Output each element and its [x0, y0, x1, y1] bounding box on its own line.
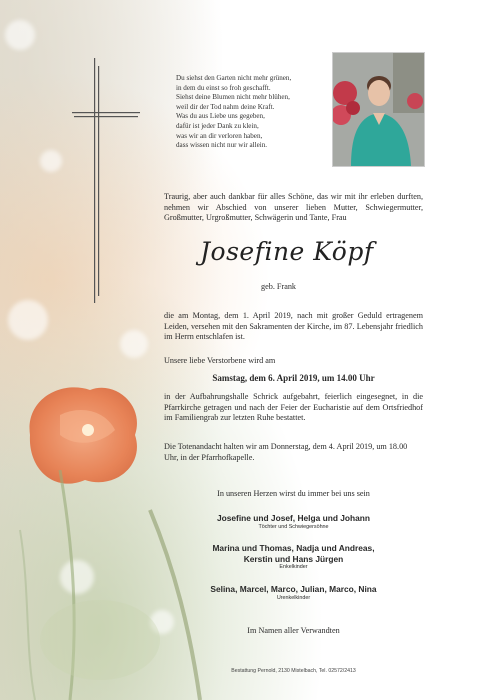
poem-text: [176, 74, 326, 151]
motto-text: In unseren Herzen wirst du immer bei uns sein: [217, 489, 370, 498]
poem-line: weil dir der Tod nahm deine Kraft.: [176, 102, 275, 111]
intro-text: Traurig, aber auch dankbar für alles Schöne, das wir mit ihr erleben durften, nehmen wir Abschied von unserer lieben Mutter, Schwiegermutter, Großmutter, Urgroßmutter, Schwägerin und Tante, Frau: [164, 192, 423, 223]
poem-line: Du siehst den Garten nicht mehr grünen,: [176, 74, 292, 82]
family-role: Töchter und Schwiegersöhne: [258, 523, 329, 530]
poem-line: dafür ist jeder Dank zu klein,: [176, 121, 259, 130]
portrait-photo: [332, 52, 425, 167]
closing-text: Im Namen aller Verwandten: [247, 626, 340, 635]
family-names: Josefine und Josef, Helga und Johann: [216, 513, 371, 523]
birth-name: geb. Frank: [261, 282, 297, 291]
family-group-great-grandchildren: [164, 584, 423, 602]
bokeh-light: [40, 150, 62, 172]
death-notice-text: die am Montag, dem 1. April 2019, nach mit großer Geduld ertragenem Leiden, versehen mit den Sakramenten der Kirche, im 87. Lebensjahr friedlich im Herrn entschlafen ist.: [164, 311, 423, 342]
poem-line: in dem du einst so froh geschafft.: [176, 83, 271, 92]
poem-line: Siehst deine Blumen nicht mehr blühen,: [176, 93, 290, 102]
family-group-grandchildren: [164, 543, 423, 571]
cross-icon: [72, 58, 142, 303]
poem-line: dass wissen nicht nur wir allein.: [176, 141, 268, 150]
family-role: Urenkelkinder: [276, 594, 311, 601]
bokeh-light: [8, 300, 48, 340]
family-names-continued: Kerstin und Hans Jürgen: [243, 553, 344, 564]
prayer-text: Die Totenandacht halten wir am Donnerstag, dem 4. April 2019, um 18.00 Uhr, in der Pfarrhofkapelle.: [164, 442, 408, 462]
bokeh-light: [5, 20, 35, 50]
family-group-daughters: [164, 513, 423, 531]
family-role: Enkelkinder: [279, 564, 308, 571]
deceased-name: Josefine Köpf: [200, 237, 374, 266]
poem-line: was wir an dir verloren haben,: [176, 131, 263, 140]
poem-line: Was du aus Liebe uns gegeben,: [176, 112, 265, 121]
family-names: Selina, Marcel, Marco, Julian, Marco, Nina: [210, 584, 377, 594]
family-names: Marina und Thomas, Nadja und Andreas,: [212, 543, 375, 553]
farewell-intro-text: Unsere liebe Verstorbene wird am: [164, 356, 276, 365]
funeral-date: Samstag, dem 6. April 2019, um 14.00 Uhr: [212, 373, 375, 383]
bokeh-light: [120, 330, 148, 358]
funeral-details-text: in der Aufbahrungshalle Schrick aufgebahrt, feierlich eingesegnet, in die Pfarrkirche getragen und nach der Feier der Eucharistie auf dem Ortsfriedhof im Familiengrab zur letzten Ruhe bestattet.: [164, 392, 423, 423]
funeral-home-footer: Bestattung Pernold, 2130 Mistelbach, Tel. 02572/2413: [231, 668, 356, 674]
